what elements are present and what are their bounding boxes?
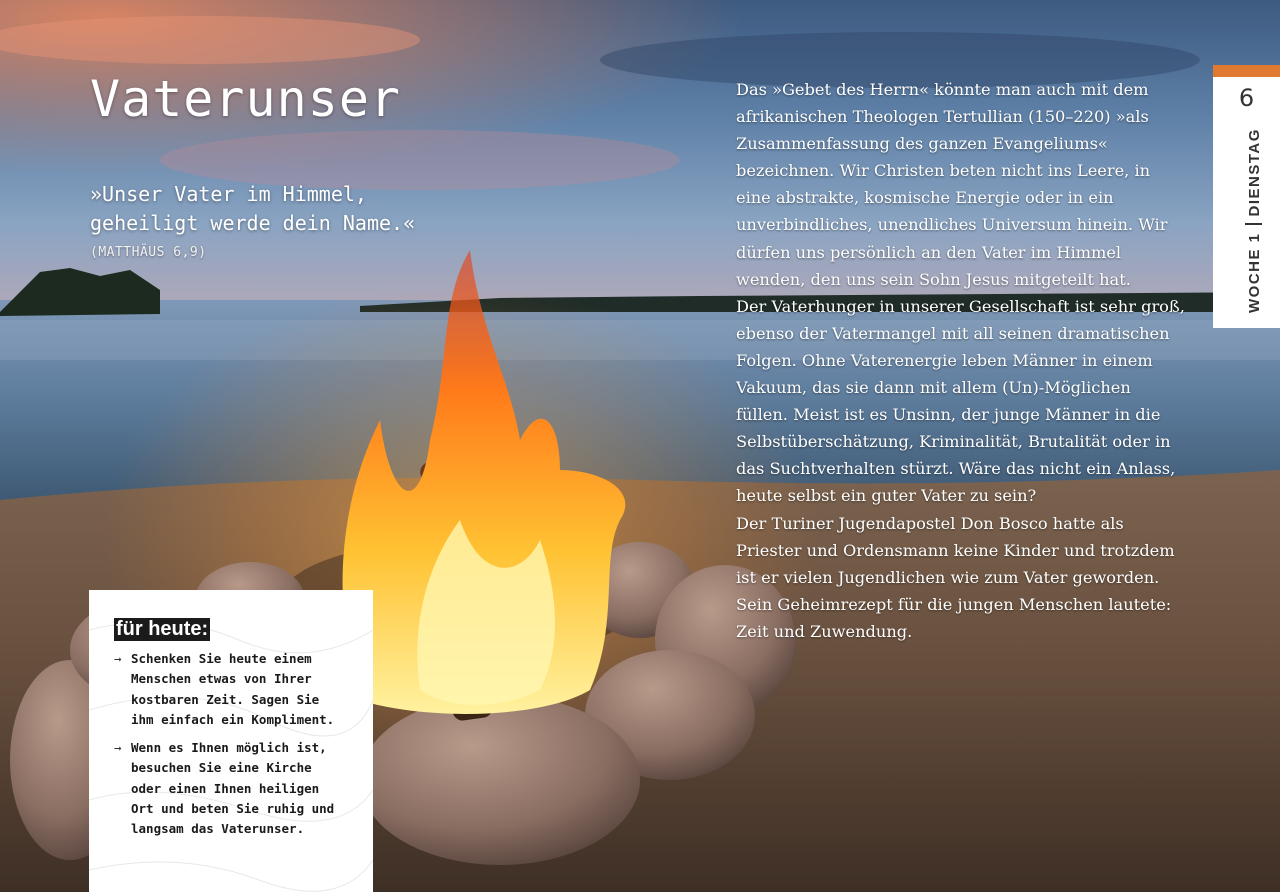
body-text <box>736 76 1186 645</box>
today-heading: für heute: <box>116 618 209 640</box>
weekday-label: DIENSTAG <box>1246 128 1263 217</box>
list-item-text: Wenn es Ihnen möglich ist, besuchen Sie eine Kirche oder einen Ihnen heiligen Ort und beten Sie ruhig und langsam das Vaterunser. <box>131 740 335 837</box>
body-paragraph: Der Turiner Jugendapostel Don Bosco hatte als Priester und Ordensmann keine Kinder und trotzdem ist er vielen Jugendlichen wie zum Vater geworden. Sein Geheimrezept für die jungen Menschen lautete: Zeit und Zuwendung. <box>736 513 1175 641</box>
day-number: 6 <box>1238 84 1255 112</box>
page-title: Vaterunser <box>90 70 402 128</box>
list-item <box>114 649 349 730</box>
tab-accent-bar <box>1213 65 1280 77</box>
list-item <box>114 738 349 839</box>
list-item-text: Schenken Sie heute einem Menschen etwas von Ihrer kostbaren Zeit. Sagen Sie ihm einfach ein Kompliment. <box>131 651 335 727</box>
body-paragraph: Das »Gebet des Herrn« könnte man auch mit dem afrikanischen Theologen Tertullian (150–220) »als Zusammenfassung des ganzen Evangeliums« bezeichnen. Wir Christen beten nicht ins Leere, in eine abstrakte, kosmische Energie oder in ein unverbindliches, unendliches Universum hinein. Wir dürfen uns persönlich an den Vater im Himmel wenden, den uns sein Sohn Jesus mitgeteilt hat. <box>736 80 1168 289</box>
bible-quote: »Unser Vater im Himmel, geheiligt werde dein Name.« <box>90 182 416 235</box>
day-tab <box>1213 65 1280 328</box>
today-list <box>114 649 349 848</box>
quote-reference: (MATTHÄUS 6,9) <box>90 245 207 260</box>
body-paragraph: Der Vaterhunger in unserer Gesellschaft ist sehr groß, ebenso der Vatermangel mit all seinen dramatischen Folgen. Ohne Vaterenergie leben Männer in einem Vakuum, das sie dann mit allem (Un)-Möglichen füllen. Meist ist es Unsinn, der junge Männer in die Selbstüberschätzung, Kriminalität, Brutalität oder in das Suchtverhalten stürzt. Wäre das nicht ein Anlass, heute selbst ein guter Vater zu sein? <box>736 296 1185 506</box>
week-label: WOCHE 1 <box>1246 232 1263 313</box>
week-day-label <box>1245 128 1263 313</box>
right-arrow-icon: → <box>114 651 122 666</box>
right-arrow-icon: → <box>114 740 122 756</box>
tab-divider <box>1245 223 1262 225</box>
today-box <box>89 590 373 892</box>
